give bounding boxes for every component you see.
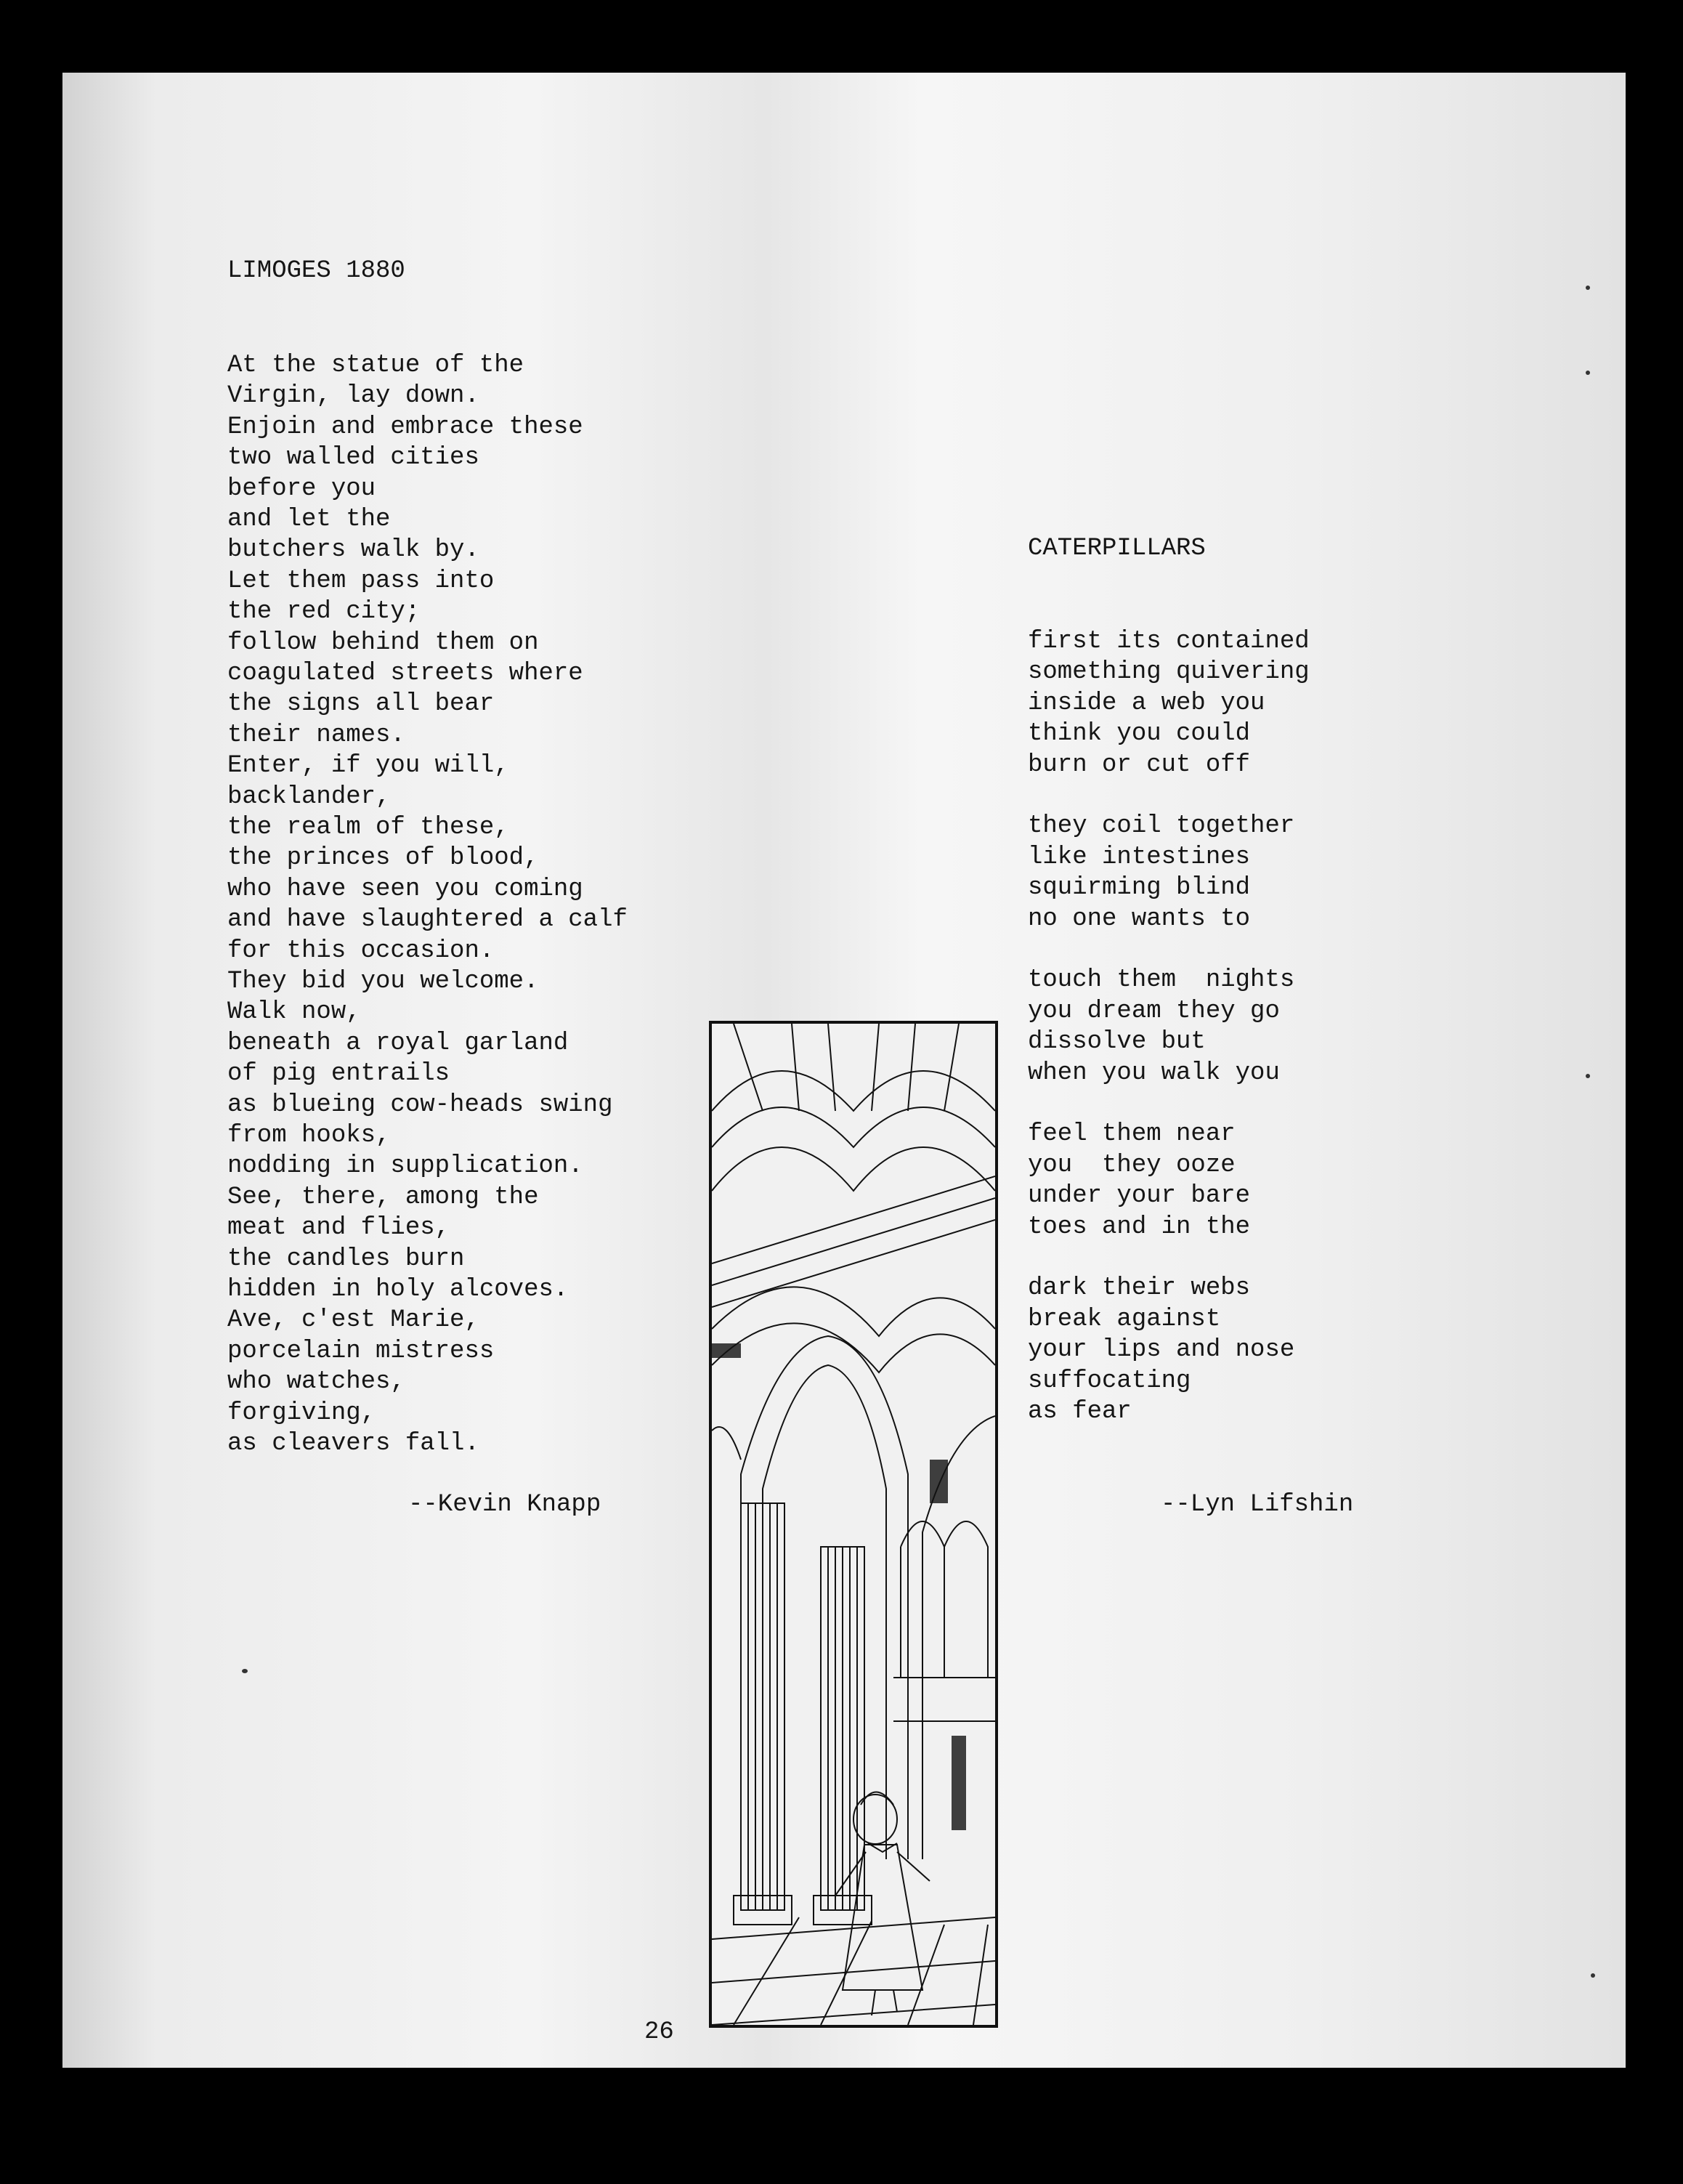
poem-line: touch them nights [1028,966,1295,995]
paper-speck [1591,1973,1595,1978]
poem-line: dissolve but [1028,1028,1206,1056]
poem-line: burn or cut off [1028,751,1251,779]
poem-line: Virgin, lay down. [227,382,479,410]
poem-line: their names. [227,721,405,749]
poem-line: first its contained [1028,628,1310,655]
poem-line: when you walk you [1028,1059,1280,1087]
poem-line: See, there, among the [227,1183,539,1211]
poem-line: as blueing cow-heads swing [227,1091,613,1119]
poem-line: Walk now, [227,998,361,1027]
poem-line: and let the [227,506,391,533]
poem-line: of pig entrails [227,1060,450,1088]
right-poem-author: --Lyn Lifshin [1161,1491,1354,1518]
poem-line: the red city; [227,598,421,626]
left-poem-title: LIMOGES 1880 [227,257,405,285]
poem-line: under your bare [1028,1182,1251,1210]
poem-line: as fear [1028,1398,1132,1425]
poem-line: for this occasion. [227,937,495,965]
page-number: 26 [644,2018,674,2046]
poem-line: dark their webs [1028,1274,1251,1303]
left-poem-author: --Kevin Knapp [408,1491,601,1518]
poem-line: the realm of these, [227,814,509,841]
poem-line: hidden in holy alcoves. [227,1276,569,1303]
poem-line: the signs all bear [227,690,495,719]
poem-line: At the statue of the [227,352,524,379]
poem-line: like intestines [1028,843,1251,871]
paper-speck [1586,1074,1590,1078]
poem-line: the candles burn [227,1245,465,1273]
poem-line: Let them pass into [227,567,495,595]
cathedral-illustration [709,1021,998,2028]
poem-line: and have slaughtered a calf [227,906,628,934]
poem-line: before you [227,474,376,503]
poem-line: coagulated streets where [227,660,583,687]
poem-line: squirming blind [1028,874,1251,902]
paper-speck [1586,286,1590,290]
poem-line: something quivering [1028,658,1310,687]
poem-line: inside a web you [1028,689,1265,717]
poem-line: Enter, if you will, [227,752,509,780]
cathedral-interior-icon [712,1024,995,2025]
poem-line: who watches, [227,1368,405,1396]
poem-line: toes and in the [1028,1213,1251,1241]
poem-line: think you could [1028,720,1251,748]
poem-line: meat and flies, [227,1214,450,1242]
poem-line: you dream they go [1028,997,1280,1025]
poem-line: no one wants to [1028,905,1251,933]
right-poem-title: CATERPILLARS [1028,535,1206,562]
poem-line: feel them near [1028,1120,1236,1149]
poem-line: They bid you welcome. [227,968,539,995]
poem-line: they coil together [1028,812,1295,841]
poem-line: suffocating [1028,1367,1191,1395]
poem-line: backlander, [227,782,391,811]
paper-speck [242,1669,248,1673]
paper-speck [1586,371,1590,375]
poem-line: porcelain mistress [227,1337,495,1365]
poem-line: forgiving, [227,1399,376,1427]
poem-line: break against [1028,1305,1221,1333]
poem-line: your lips and nose [1028,1336,1295,1364]
poem-line: you they ooze [1028,1151,1236,1179]
poem-line: butchers walk by. [227,536,479,565]
poem-line: as cleavers fall. [227,1430,479,1457]
poem-line: two walled cities [227,444,479,472]
poem-line: Ave, c'est Marie, [227,1306,479,1335]
poem-line: who have seen you coming [227,875,583,903]
poem-line: from hooks, [227,1122,391,1149]
poem-line: nodding in supplication. [227,1152,583,1181]
poem-line: Enjoin and embrace these [227,413,583,441]
poem-line: follow behind them on [227,628,539,657]
poem-line: the princes of blood, [227,844,539,873]
poem-line: beneath a royal garland [227,1029,569,1057]
